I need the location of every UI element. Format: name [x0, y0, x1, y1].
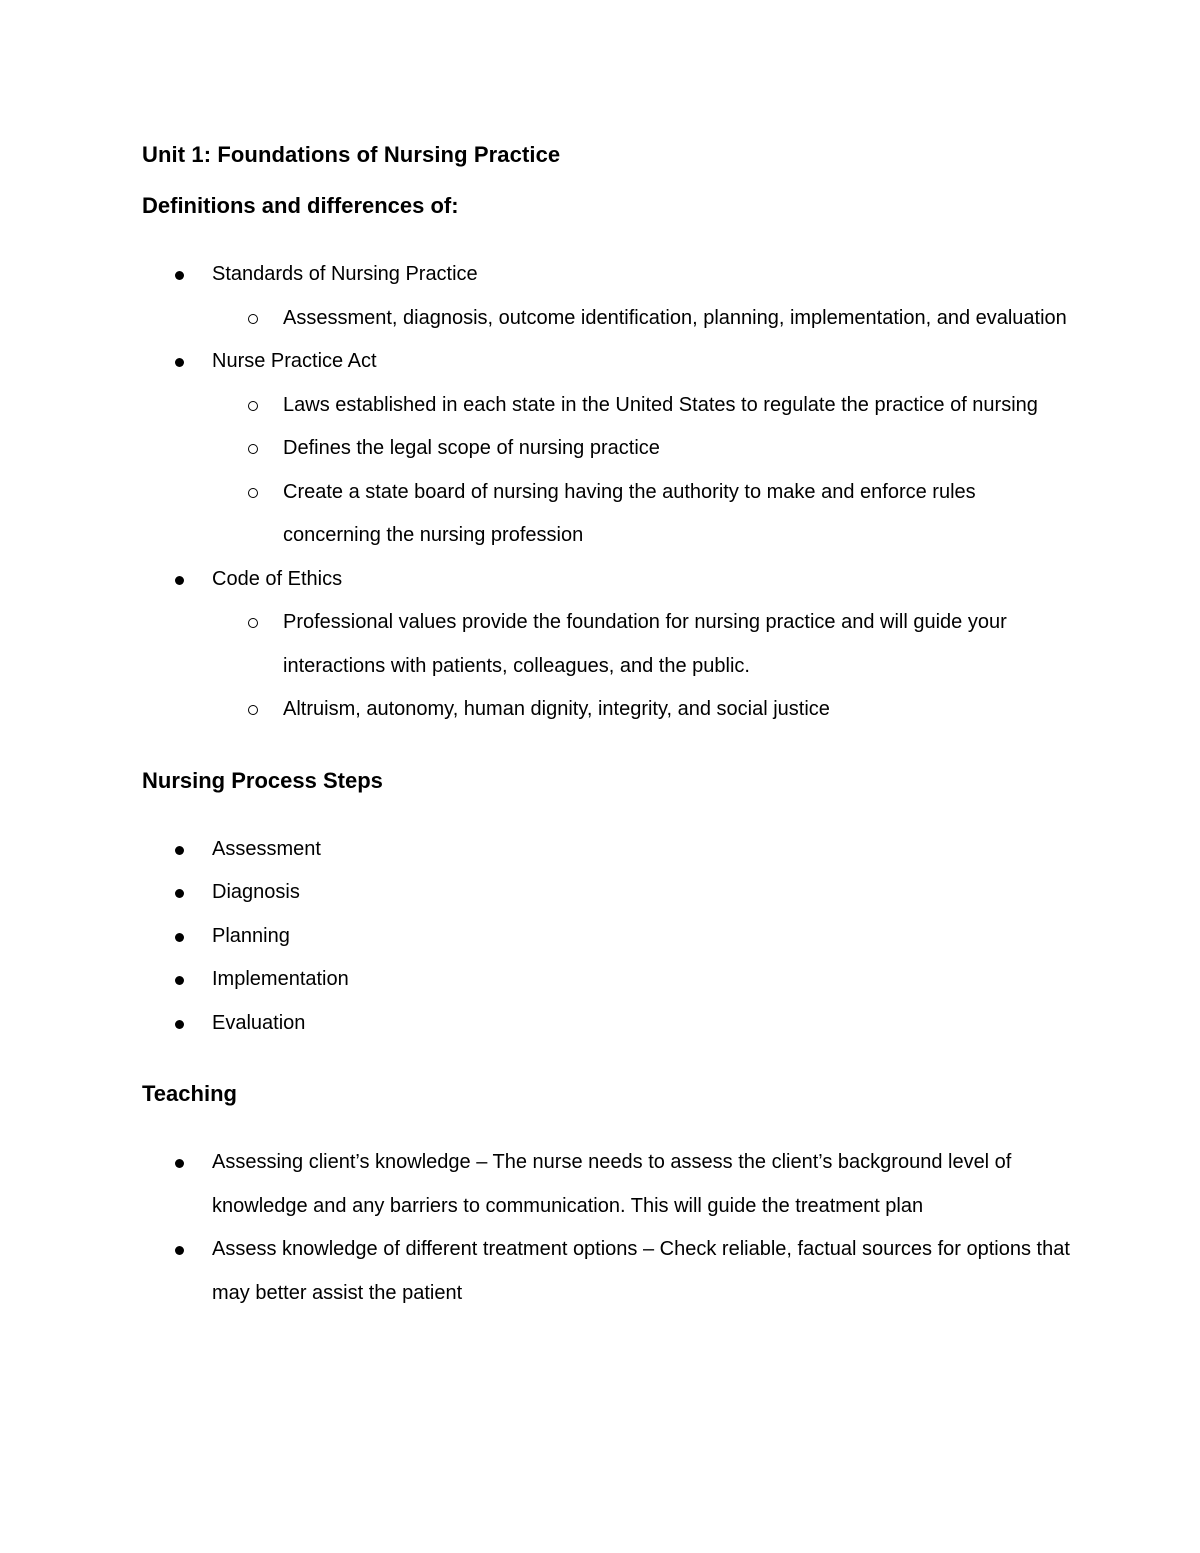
bullet-icon	[175, 1159, 184, 1168]
sub-list-item-text: Defines the legal scope of nursing practice	[283, 437, 660, 459]
list-item-text: Diagnosis	[212, 881, 300, 903]
sub-list-item-text: Altruism, autonomy, human dignity, integrity, and social justice	[283, 698, 830, 720]
circle-bullet-icon	[248, 705, 258, 715]
bullet-list	[142, 253, 1072, 732]
circle-bullet-icon	[248, 488, 258, 498]
list-item-text: Planning	[212, 924, 290, 947]
bullet-list	[142, 1141, 1072, 1315]
circle-bullet-icon	[248, 618, 258, 628]
sub-list-item	[283, 427, 1072, 471]
list-item	[212, 871, 1072, 915]
bullet-icon	[175, 271, 184, 280]
sub-bullet-list	[212, 384, 1072, 558]
sub-list-item-text: Assessment, diagnosis, outcome identification, planning, implementation, and evaluation	[283, 306, 1067, 329]
sub-bullet-list	[212, 601, 1072, 732]
circle-bullet-icon	[248, 314, 258, 324]
circle-bullet-icon	[248, 401, 258, 411]
bullet-list	[142, 828, 1072, 1046]
list-item	[212, 340, 1072, 558]
list-item-text: Nurse Practice Act	[212, 350, 377, 372]
list-item-text: Assessing client’s knowledge – The nurse needs to assess the client’s background level of knowledge and any barriers to communication. This will guide the treatment plan	[212, 1151, 1012, 1217]
bullet-icon	[175, 933, 184, 942]
section-heading: Nursing Process Steps	[142, 767, 383, 793]
sub-list-item-text: Professional values provide the foundation for nursing practice and will guide your interactions with patients, colleagues, and the public.	[283, 611, 1007, 677]
bullet-icon	[175, 576, 184, 585]
sub-list-item	[283, 601, 1072, 688]
bullet-icon	[175, 889, 184, 898]
page-title: Unit 1: Foundations of Nursing Practice	[142, 142, 561, 167]
list-item-text: Assess knowledge of different treatment options – Check reliable, factual sources for options that may better assist the patient	[212, 1238, 1070, 1304]
sub-list-item	[283, 688, 1072, 732]
list-item-text: Standards of Nursing Practice	[212, 263, 478, 285]
list-item-text: Code of Ethics	[212, 567, 343, 590]
list-item	[212, 1141, 1072, 1228]
bullet-icon	[175, 846, 184, 855]
bullet-icon	[175, 1020, 184, 1029]
sub-bullet-list	[212, 297, 1072, 341]
sub-list-item	[283, 297, 1072, 341]
sub-list-item	[283, 471, 1072, 558]
list-item	[212, 915, 1072, 959]
bullet-icon	[175, 1246, 184, 1255]
section-heading: Definitions and differences of:	[142, 193, 459, 218]
sub-list-item-text: Laws established in each state in the United States to regulate the practice of nursing	[283, 393, 1038, 416]
section-heading: Teaching	[142, 1081, 237, 1106]
list-item-text: Evaluation	[212, 1011, 306, 1034]
list-item-text: Implementation	[212, 968, 349, 990]
sub-list-item	[283, 384, 1072, 428]
circle-bullet-icon	[248, 444, 258, 454]
list-item-text: Assessment	[212, 837, 321, 860]
list-item	[212, 958, 1072, 1002]
bullet-icon	[175, 976, 184, 985]
bullet-icon	[175, 358, 184, 367]
list-item	[212, 1228, 1072, 1315]
list-item	[212, 253, 1072, 340]
list-item	[212, 1002, 1072, 1046]
list-item	[212, 828, 1072, 872]
sub-list-item-text: Create a state board of nursing having the authority to make and enforce rules concerning the nursing profession	[283, 480, 976, 546]
document-body	[142, 140, 1072, 1315]
list-item	[212, 558, 1072, 732]
